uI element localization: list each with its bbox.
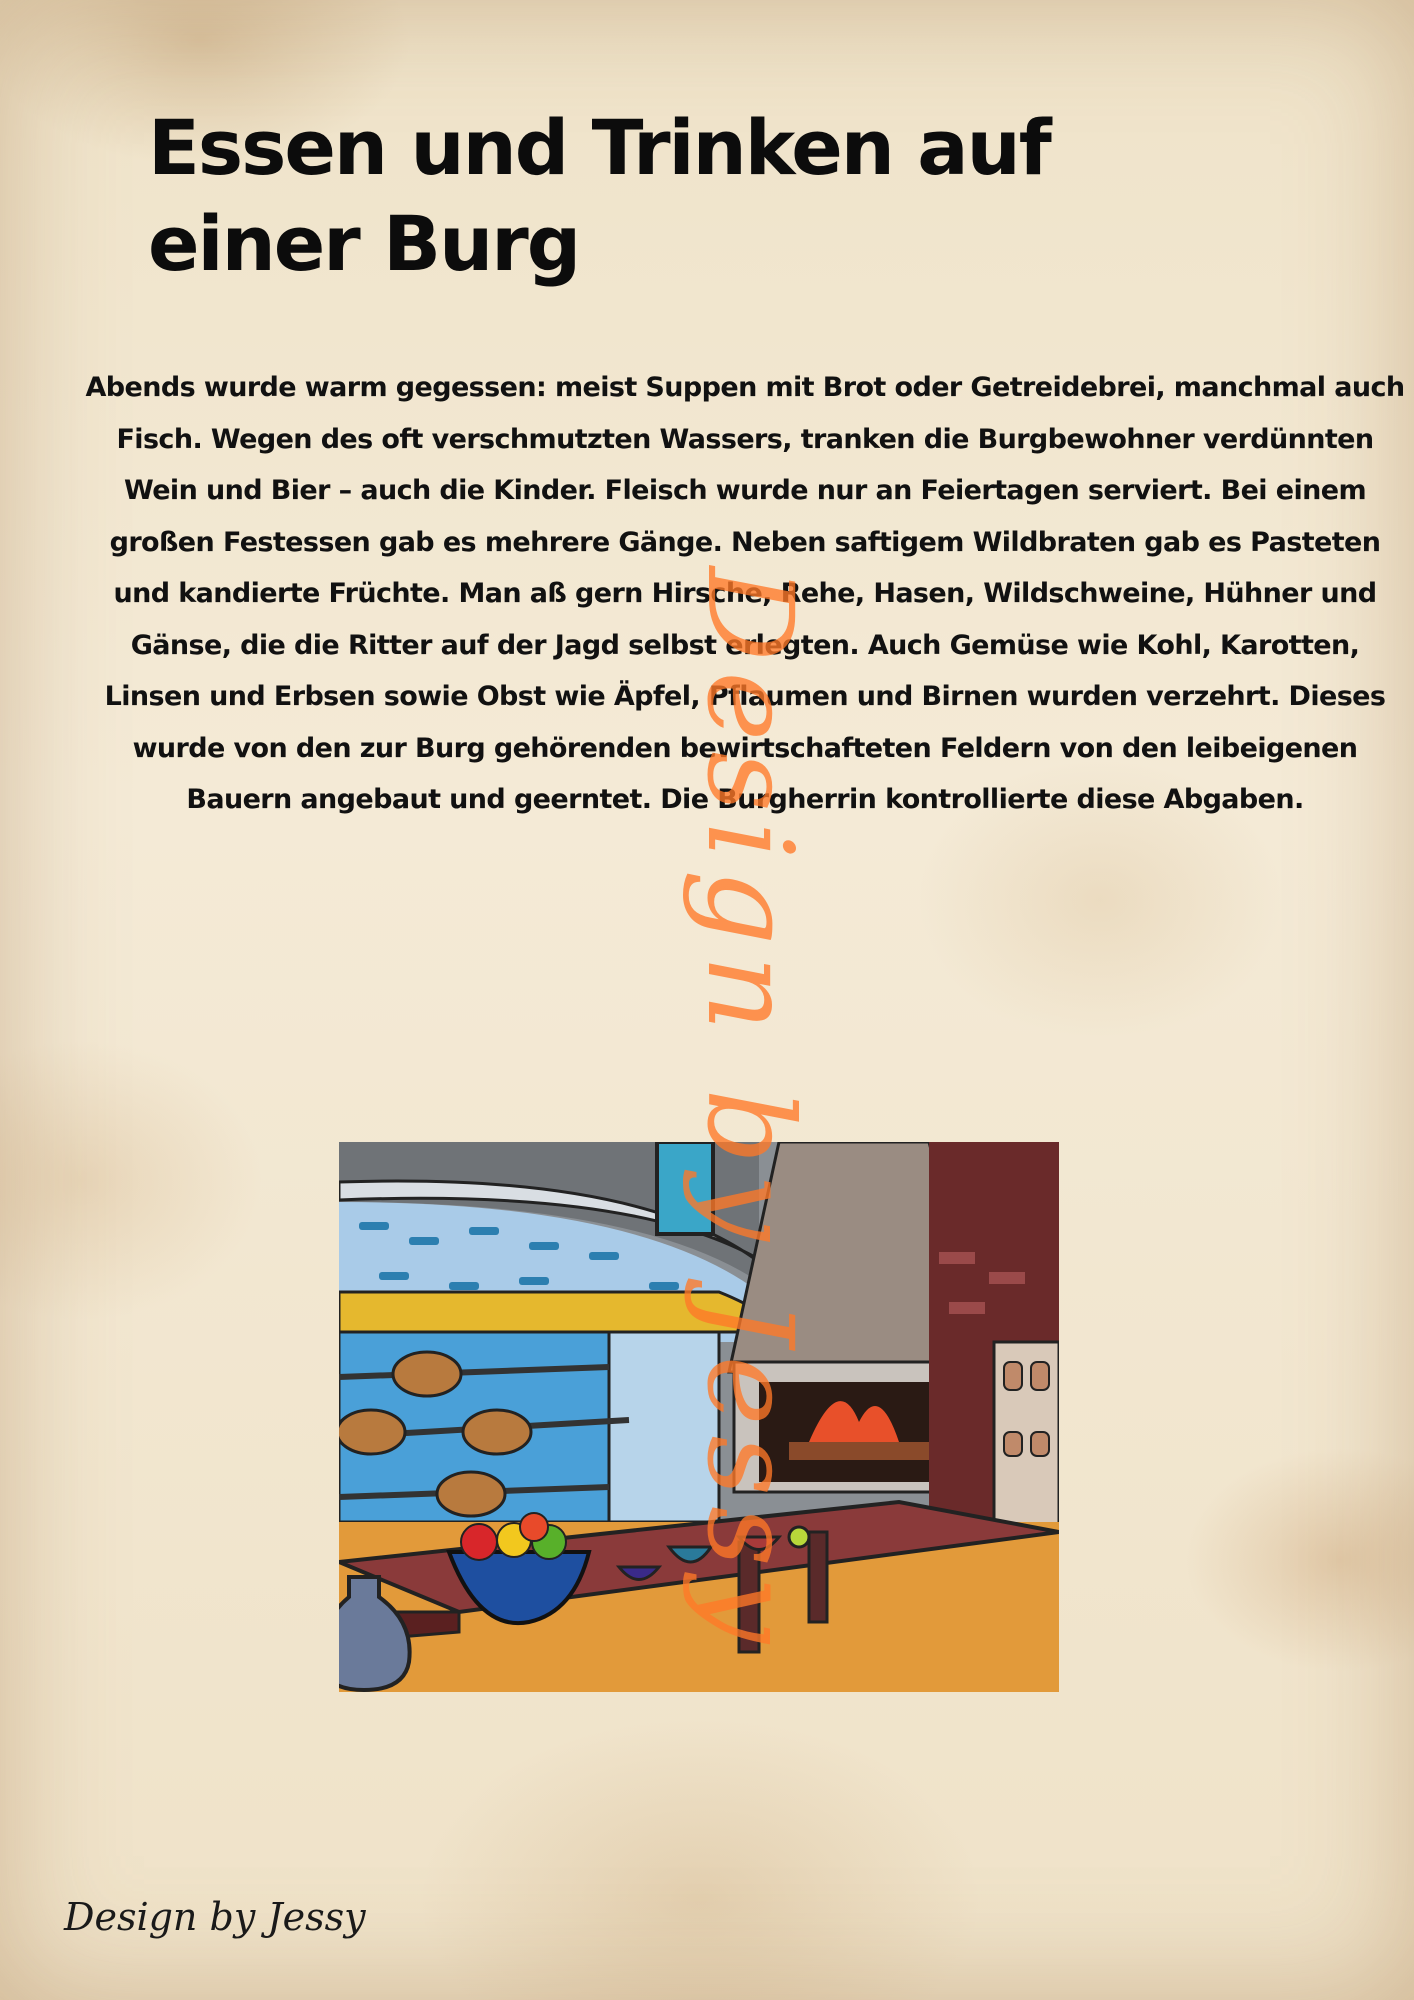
castle-kitchen-illustration [339, 1142, 1059, 1692]
design-by-jessy-watermark: Design by Jessy [681, 566, 819, 1654]
page-title: Essen und Trinken auf einer Burg [148, 103, 1050, 288]
body-paragraph: Abends wurde warm gegessen: meist Suppen mit Brot oder Getreidebrei, manchmal auch Fisch. Wegen des oft verschmutzten Wassers, tranken die Burgbewohner verdünnten Wein und Bier – auch die Kinder. Fleisch wurde nur an Feiertagen serviert. Bei einem großen Festessen gab es mehrere Gänge. Neben saftigem Wildbraten gab es Pasteten und kandierte Früchte. Man aß gern Hirsche, Rehe, Hasen, Wildschweine, Hühner und Gänse, die die Ritter auf der Jagd selbst erlegten. Auch Gemüse wie Kohl, Karotten, Linsen und Erbsen sowie Obst wie Äpfel, Pflaumen und Birnen wurden verzehrt. Dieses wurde von den zur Burg gehörenden bewirtschafteten Feldern von den leibeigenen Bauern angebaut und geerntet. Die Burgherrin kontrollierte diese Abgaben. [85, 372, 1405, 815]
signature: Design by Jessy [64, 1895, 366, 1939]
